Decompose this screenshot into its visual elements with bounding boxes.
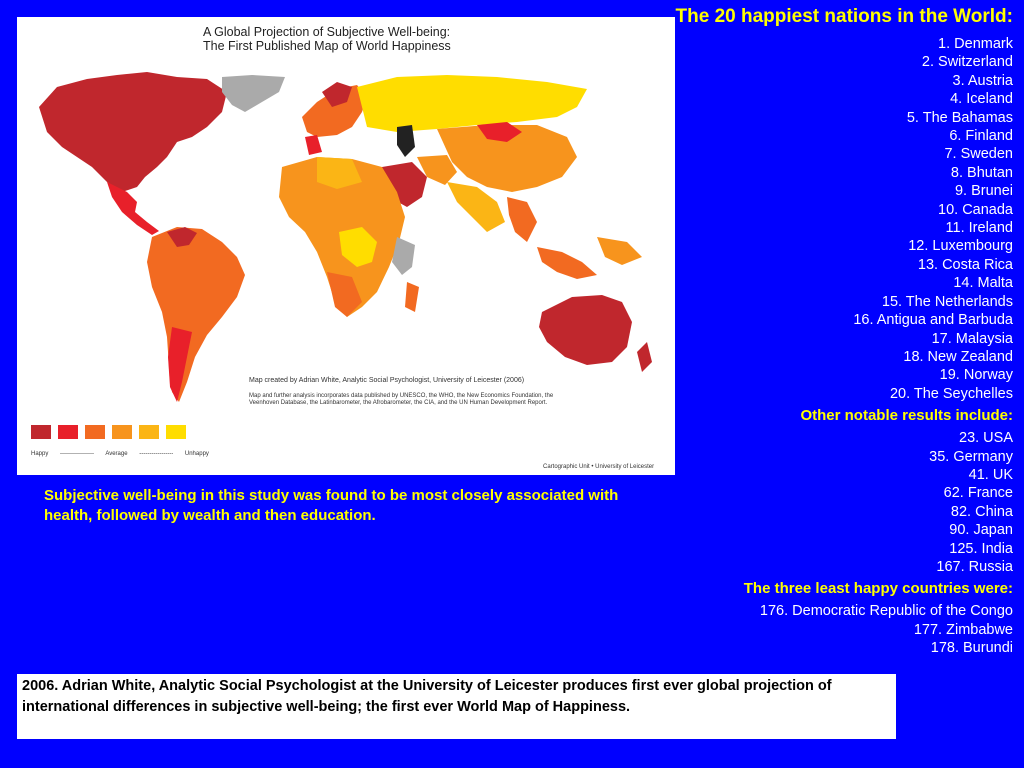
top20-list-item: 9. Brunei: [954, 183, 1013, 200]
notable-list-item: 167. Russia: [936, 558, 1013, 575]
map-title: [203, 25, 503, 53]
map-credit: Map created by Adrian White, Analytic Social Psychologist, University of Leicester (2006): [249, 377, 525, 384]
notable-list-item: 35. Germany: [929, 448, 1013, 465]
top20-list-item: 4. Iceland: [950, 91, 1013, 108]
top20-list-item: 19. Norway: [939, 367, 1013, 384]
top20-list-item: 3. Austria: [952, 72, 1013, 89]
top20-list-item: 6. Finland: [949, 128, 1013, 145]
top20-heading: The 20 happiest nations in the World:: [675, 6, 1013, 27]
least-list-item: 177. Zimbabwe: [913, 621, 1013, 638]
notable-list-item: 82. China: [950, 503, 1013, 520]
legend-swatch: [112, 425, 132, 439]
map-title-line2: The First Published Map of World Happiness: [203, 39, 451, 53]
legend-swatch: [31, 425, 51, 439]
happiness-map: [17, 17, 675, 475]
notable-list-item: 23. USA: [959, 430, 1013, 447]
cartographic-credit: Cartographic Unit • University of Leicester: [543, 464, 655, 470]
top20-list-item: 10. Canada: [938, 201, 1013, 218]
legend-swatch: [166, 425, 186, 439]
top20-list-item: 18. New Zealand: [903, 348, 1013, 365]
legend-swatch: [139, 425, 159, 439]
map-credit-detail: Map and further analysis incorporates data published by UNESCO, the WHO, the New Economics Foundation, the Veenhoven Database, the Latinbarometer, the Afrobarometer, the CIA, and the UN Human Development Report.: [249, 393, 554, 406]
least-list: [673, 602, 1013, 657]
top20-list-item: 7. Sweden: [944, 146, 1013, 163]
top20-list-item: 15. The Netherlands: [881, 293, 1013, 310]
top20-list-item: 20. The Seychelles: [889, 385, 1013, 402]
history-note: 2006. Adrian White, Analytic Social Psychologist at the University of Leicester produces first ever global projection of international differences in subjective well-being; the first ever World Map of Happiness.: [17, 674, 896, 739]
top20-list-item: 1. Denmark: [938, 36, 1013, 52]
notable-list-item: 90. Japan: [949, 522, 1013, 539]
legend-swatch: [58, 425, 78, 439]
notable-list: [673, 429, 1013, 576]
caption: Subjective well-being in this study was found to be most closely associated with health, followed by wealth and then education.: [44, 487, 619, 524]
notable-list-item: 41. UK: [968, 466, 1013, 483]
top20-list-item: 8. Bhutan: [950, 164, 1013, 181]
notable-list-item: 125. India: [949, 540, 1013, 557]
top20-list-item: 17. Malaysia: [931, 330, 1013, 347]
legend-label-happy: Happy: [31, 451, 49, 457]
top20-list: [673, 35, 1013, 403]
notable-heading: Other notable results include:: [800, 407, 1013, 425]
least-list-item: 178. Burundi: [930, 640, 1013, 657]
legend-labels: Happy ----------------- Average ----------------- Unhappy: [31, 451, 209, 457]
top20-list-item: 13. Costa Rica: [917, 256, 1013, 273]
least-list-item: 176. Democratic Republic of the Congo: [759, 603, 1013, 620]
top20-list-item: 14. Malta: [953, 275, 1013, 292]
map-legend: [31, 425, 186, 439]
notable-list-item: 62. France: [943, 485, 1013, 502]
least-heading: The three least happy countries were:: [743, 580, 1013, 598]
legend-label-average: Average: [105, 451, 128, 457]
top20-list-item: 11. Ireland: [945, 220, 1013, 237]
legend-swatch: [85, 425, 105, 439]
top20-list-item: 12. Luxembourg: [908, 238, 1013, 255]
top20-list-item: 16. Antigua and Barbuda: [853, 312, 1013, 329]
legend-label-unhappy: Unhappy: [184, 451, 209, 457]
ranking-panel: [673, 6, 1013, 658]
top20-list-item: 2. Switzerland: [921, 54, 1013, 71]
top20-list-item: 5. The Bahamas: [906, 109, 1013, 126]
map-title-line1: A Global Projection of Subjective Well-being:: [203, 25, 451, 39]
